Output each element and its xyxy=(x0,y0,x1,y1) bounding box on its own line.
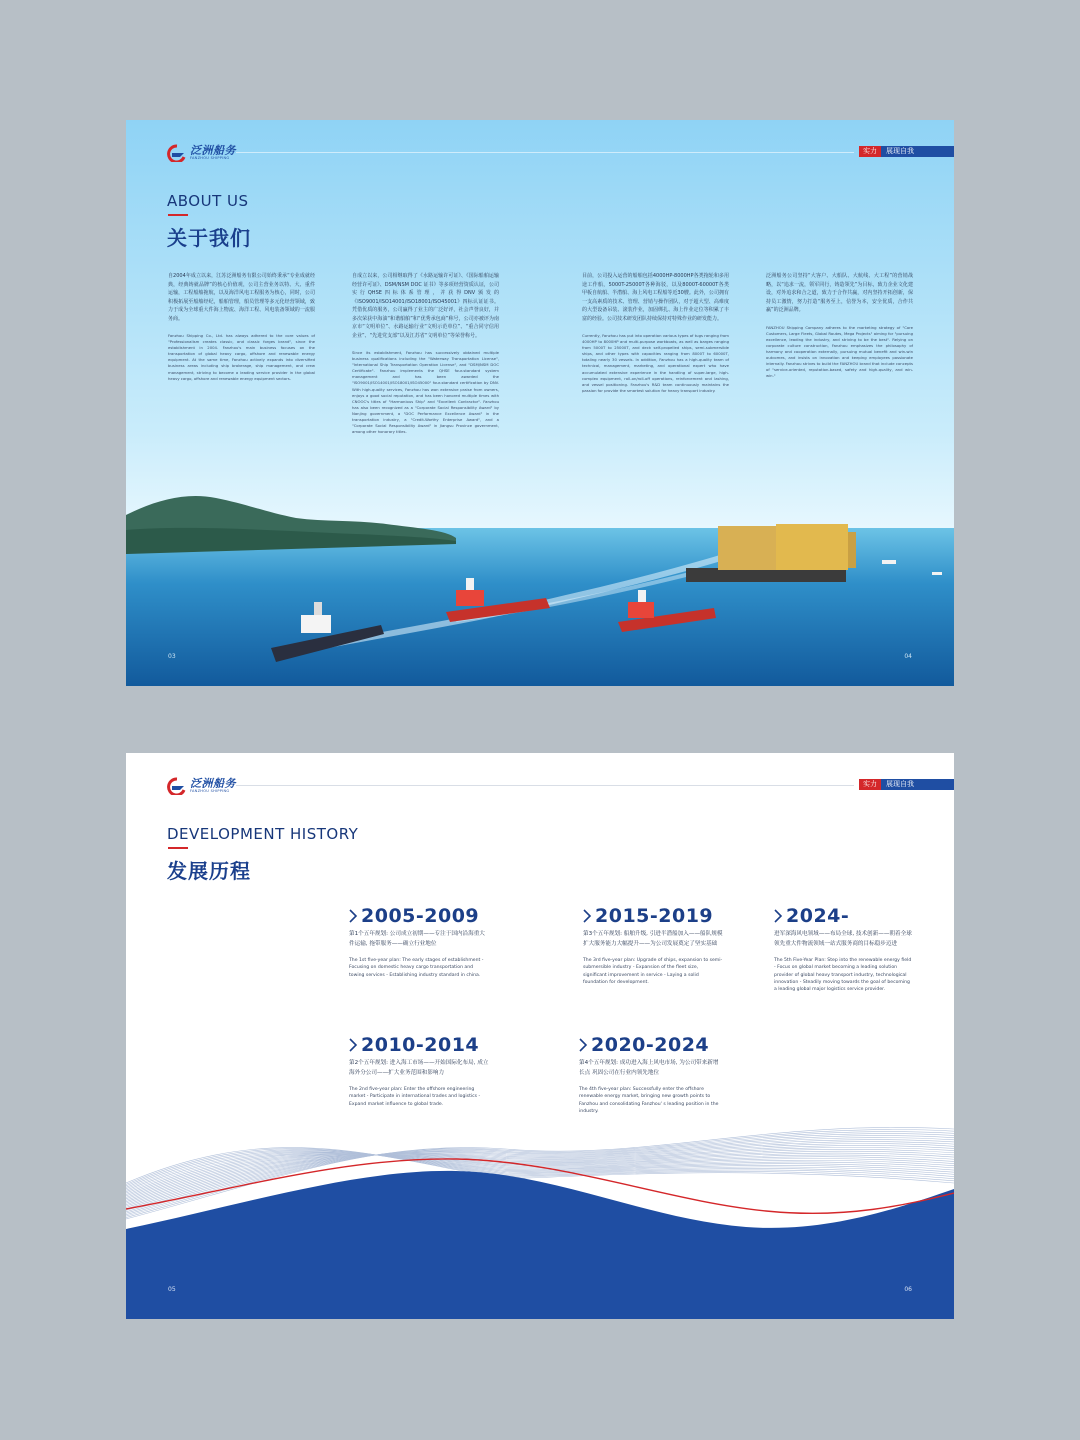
history-era-2020-2024 xyxy=(579,1034,719,1115)
era-text-en: The 3rd five-year plan: Upgrade of ships, expansion to semi-submersible industry - Expansion of the fleet size, significant improvement in service - Laying a solid foundation for development. xyxy=(583,958,723,985)
about-text-en: FANZHOU Shipping Company adheres to the marketing strategy of "Core Customers, Large Fleets, Global Routes, Mega Projects" aiming for "pursuing excellence, leading the industry, and striving to be the best". Relying on corporate culture construction, Fanzhou emphasizes the philosophy of harmony and cooperation externally, pursuing mutual benefit and win-win outcomes, and insists on innovation and keeping employees passionate internally. Fanzhou strives to build the FANZHOU brand that include concepts of "service-oriented, reputation-based, safety and high-quality, and win-win." xyxy=(766,324,913,379)
about-text-cn: 泛洲船务公司坚持“大客户、大船队、大航线、大工程”的营销战略，以“追求一流，领军同行，铸造领先”为目标，致力企业文化建设，对外追求和合之道，致力于合作共赢，对内坚持开拓创新，保持员工激情，努力打造“服务至上，信誉为本，安全优质，合作共赢”的泛洲品牌。 xyxy=(766,273,913,313)
section-title-cn: 发展历程 xyxy=(167,859,251,883)
chevron-right-icon xyxy=(349,1037,358,1053)
chevron-right-icon xyxy=(349,908,358,924)
fanzhou-logo-icon xyxy=(167,777,187,795)
brand-logo xyxy=(167,144,236,162)
era-text-cn: 第2个五年规划: 进入海工市场——开始国际化布局, 成立海外分公司——扩大业务范围和影响力 xyxy=(349,1060,489,1076)
chevron-right-icon xyxy=(774,908,783,924)
about-column-3 xyxy=(582,272,729,394)
about-text-en: Fanzhou Shipping Co., Ltd. has always adhered to the core values of "Professionalism creates classic, and classic forges brand", since the establishment in 2004. Fanzhou's main business focuses on the transportation of global heavy cargo, offshore and renewable energy equipment. At the same time, Fanzhou actively expands into diversified business areas including ship brokerage, ship management, and crew management, striving to become a leading service provider in the global heavy cargo, offshore and renewable energy equipment sectors. xyxy=(168,333,315,381)
header-divider xyxy=(236,785,854,786)
brand-name-en: FANZHOU SHIPPING xyxy=(190,789,230,794)
about-us-spread xyxy=(126,120,954,686)
tag-strength: 实力 xyxy=(859,146,881,157)
about-column-4 xyxy=(766,272,913,379)
about-text-en: Since its establishment, Fanzhou has successively obtained multiple business qualifications including the "Waterway Transportation License", "International Ship Transportation Operation License", and "DSM/NSM DOC Certificate". Fanzhou implements the QHSE four-standard system management and has been awarded the "ISO9001/ISO14001/ISO18001/ISO45000" four-standard certification by DNV. With high-quality services, Fanzhou has won extensive praise from owners, enjoys a good social reputation, and has been honored multiple times with CNOOC's titles of "Harmonious Ship" and "Excellent Contractor". Fanzhou has also been recognized as a "Corporate Social Responsibility Award" by Nanjing government, a "DOC Performance Excellence Award" in the transportation industry, a "Credit-Worthy Enterprise Award", and a "Corporate Social Responsibility Award" in Jiangsu Province government, among other honorary titles. xyxy=(352,350,499,435)
chevron-right-icon xyxy=(583,908,592,924)
brand-name-en: FANZHOU SHIPPING xyxy=(190,156,230,161)
brand-name-cn: 泛洲船务 xyxy=(190,144,236,158)
section-title-cn: 关于我们 xyxy=(167,226,251,250)
decorative-wave-graphic xyxy=(126,1109,954,1319)
page-number-left: 05 xyxy=(168,1286,176,1293)
tag-show-yourself: 展现自我 xyxy=(881,146,954,157)
section-title-en: ABOUT US xyxy=(167,192,249,210)
about-text-en: Currently, Fanzhou has put into operation various types of tugs ranging from 4000HP to 8000HP and multi-purpose workboats, as well as barges ranging from 5000T to 25000T, and deck self-propelled ships, semi-submersible ships, and other types with capacities ranging from 8000T to 60000T, totaling nearly 30 vessels. In addition, Fanzhou has a high-quality team of technical, management, marketing, and operational expert who have accumulated extensive experience in the handling of super-large, high-complex equipment, roll-on/roll-off operations, reinforcement and lashing, and vessel positioning. Fanzhou's R&D team continuously maintains the passion for provide the smartest solution for heavy transport industry. xyxy=(582,333,729,393)
brand-logo xyxy=(167,777,236,795)
history-era-2005-2009 xyxy=(349,905,489,979)
page-number-left: 03 xyxy=(168,653,176,660)
tag-strength: 实力 xyxy=(859,779,881,790)
era-text-cn: 第4个五年规划: 成功进入海上风电市场, 为公司带来新增长点 巩固公司在行业内领先地位 xyxy=(579,1060,719,1076)
sea-photo-background xyxy=(126,120,954,686)
brand-name-cn: 泛洲船务 xyxy=(190,777,236,791)
development-history-spread xyxy=(126,753,954,1319)
era-text-cn: 第1个五年规划: 公司成立初期——专注于国内沿海重大件运输, 拖带服务——确立行业地位 xyxy=(349,931,485,947)
era-year: 2024- xyxy=(786,905,850,927)
era-text-cn: 进军深海风电领域——布局全球, 技术创新——朝着全球领先重大件物流领域一站式服务商的目标稳步迈进 xyxy=(774,931,912,947)
about-column-1 xyxy=(168,272,315,382)
fanzhou-logo-icon xyxy=(167,144,187,162)
title-accent-rule xyxy=(168,214,188,216)
about-text-cn: 自成立以来，公司相继取得了《水路运输许可证》、《国际船舶运输经营许可证》、DSM/NSM DOC 证书》等多项经营资质认证，公司实行QHSE四标体系管理，并获得DNV颁发的《ISO9001/ISO14001/ISO18001/ISO45001》四标认证证书。凭借优质的服务，公司赢得了业主的广泛好评，社会声誉良好，并多次荣获中海油“和谐船舶”和“优秀承包商”称号，公司亦被评为南京市“文明单位”、水路运输行业“文明示范单位”、“重合同守信用企业”、“先进党支部”以及江苏省“文明单位”等荣誉称号。 xyxy=(352,273,499,339)
era-text-cn: 第3个五年规划: 船舶升级, 引进半潜船加入——船队规模扩大服务能力大幅提升——为公司发展奠定了坚实基础 xyxy=(583,931,723,947)
era-text-en: The 2nd five-year plan: Enter the offshore engineering market - Participate in international trades and logistics - Expand market influence to global trade. xyxy=(349,1087,481,1107)
era-year: 2010-2014 xyxy=(361,1034,480,1056)
era-year: 2020-2024 xyxy=(591,1034,710,1056)
section-title-en: DEVELOPMENT HISTORY xyxy=(167,825,359,843)
history-era-2015-2019 xyxy=(583,905,723,986)
era-text-en: The 5th Five-Year Plan: Step into the renewable energy field - Focus on global market becoming a leading solution provider of global heavy transport industry, technological innovation - Steadily moving towards the goal of becoming a leading global major logistics service provider. xyxy=(774,958,912,993)
era-year: 2005-2009 xyxy=(361,905,480,927)
page-number-right: 04 xyxy=(904,653,912,660)
tag-show-yourself: 展现自我 xyxy=(881,779,954,790)
title-accent-rule xyxy=(168,847,188,849)
era-text-en: The 1st five-year plan: The early stages of establishment - Focusing on domestic heavy cargo transportation and towing services - Establishing industry standard in china. xyxy=(349,958,484,978)
about-text-cn: 自2004年成立以来，江苏泛洲船务有限公司始终秉承“专业成就经典，经典铸就品牌”的核心价值观，公司主营业务以特、大、重件运输，工程船舶拖航，以及海洋风电工程服务为核心，同时，公司积极拓展至船舶经纪，船舶管理，船员管理等多元化经营领域，致力于成为全球重大件海上物流、海洋工程、风电装备领域的一流服务商。 xyxy=(168,273,315,322)
history-era-2010-2014 xyxy=(349,1034,489,1108)
history-era-2024 xyxy=(774,905,914,993)
about-column-2 xyxy=(352,272,499,435)
page-number-right: 06 xyxy=(904,1286,912,1293)
about-text-cn: 目前，公司投入运营的船舶包括4000HP-8000HP各类拖轮和多用途工作船，5000T-25000T各种海驳，以及8000T-60000T各类甲板自航船、半潜船、海上风电工程船等近30艘。此外，公司拥有一支高素质的技术、管理、营销与操作团队，对于超大型、高难度的大型设备吊装、滚装作业，加固绑扎、海上作业定位等积累了丰富的经验。公司技术研发团队持续保持对特殊作业的研发能力。 xyxy=(582,273,729,322)
header-divider xyxy=(236,152,854,153)
chevron-right-icon xyxy=(579,1037,588,1053)
header-tag xyxy=(859,146,954,157)
era-year: 2015-2019 xyxy=(595,905,714,927)
header-tag xyxy=(859,779,954,790)
era-text-en: The 4th five-year plan: Successfully enter the offshore renewable energy market, bringing new growth points to Fanzhou and consolidating Fanzhou' s leading position in the industry. xyxy=(579,1087,719,1114)
